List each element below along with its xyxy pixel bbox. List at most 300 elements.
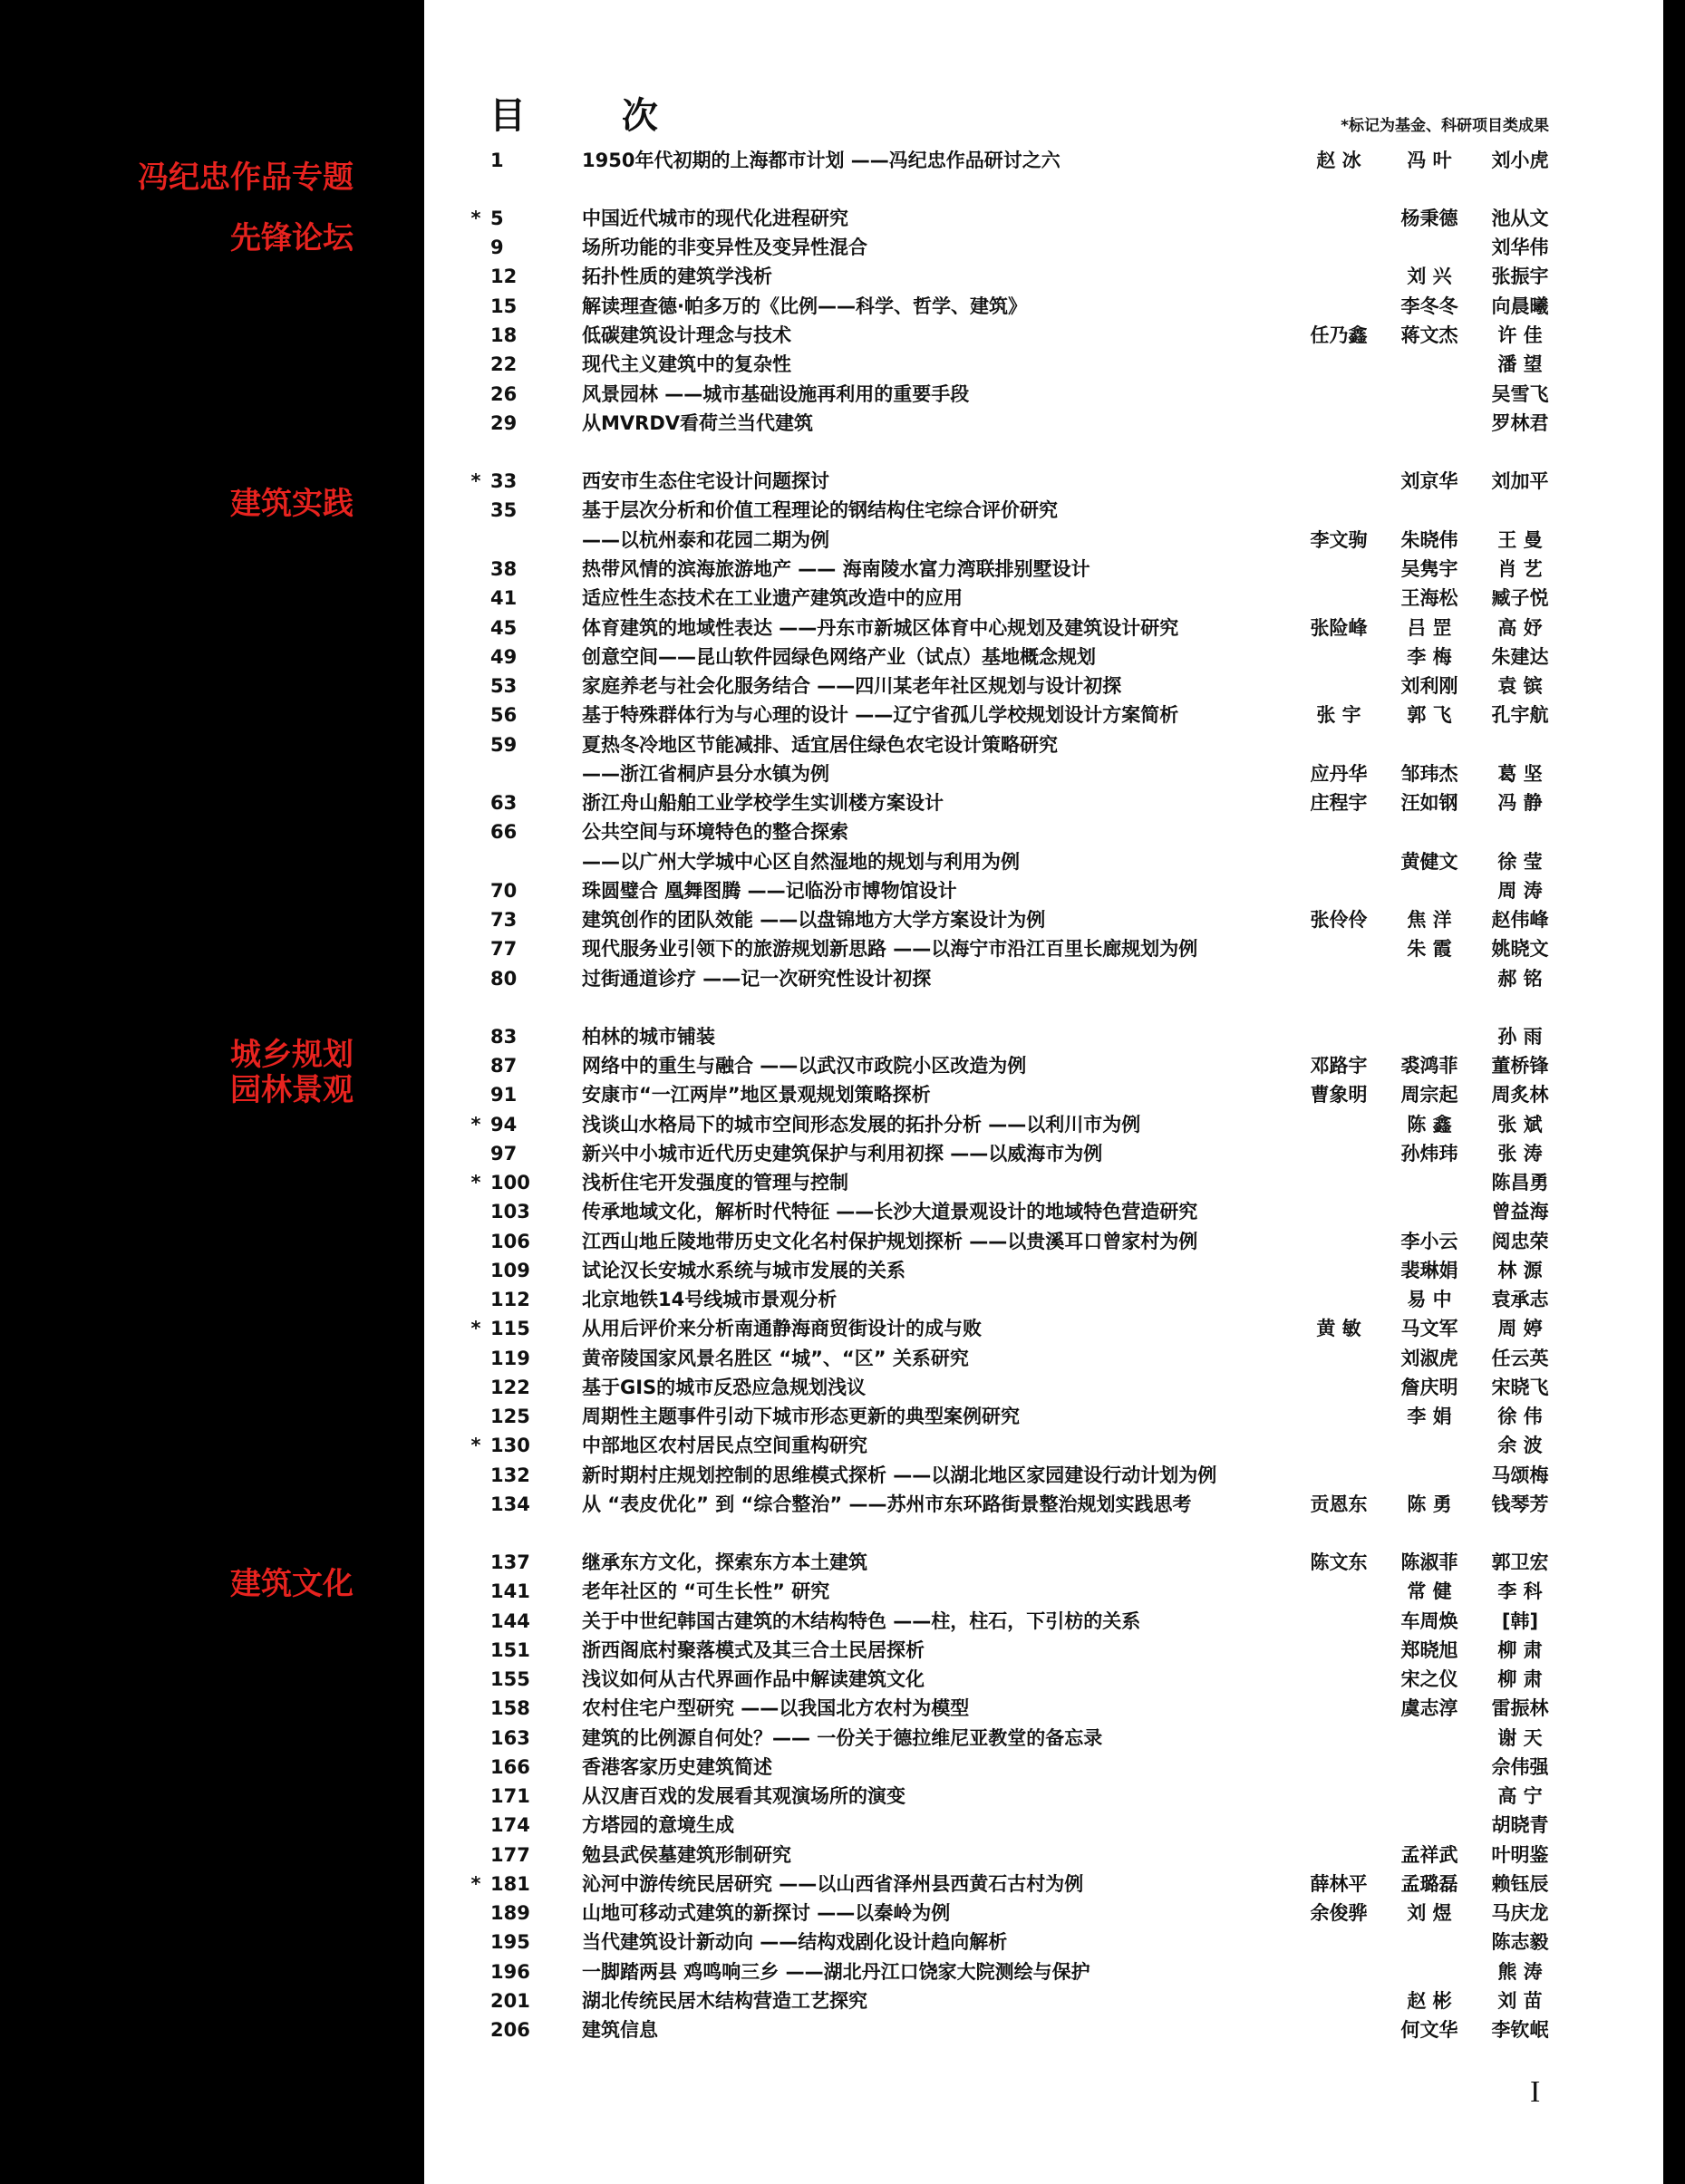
page-number-cell: 1 <box>490 150 504 171</box>
author-3: 胡晓青 <box>1491 1814 1549 1836</box>
star-marker: * <box>470 1435 481 1456</box>
star-marker: * <box>470 1114 481 1135</box>
toc-entry <box>0 1022 1685 1051</box>
toc-entry <box>0 496 1685 525</box>
page-number-cell: 103 <box>490 1201 530 1222</box>
author-3: 徐 莹 <box>1497 851 1543 873</box>
author-1: 张伶伶 <box>1310 909 1368 931</box>
page-number-cell: 181 <box>490 1873 530 1895</box>
entry-title: 方塔园的意境生成 <box>582 1814 734 1836</box>
page-number-cell: 18 <box>490 324 518 346</box>
author-3: 陈昌勇 <box>1491 1172 1549 1193</box>
star-marker: * <box>470 470 481 492</box>
toc-entry <box>0 1285 1685 1314</box>
page-number-cell: 166 <box>490 1756 530 1778</box>
author-2: 汪如钢 <box>1400 792 1458 814</box>
entry-title: 拓扑性质的建筑学浅析 <box>582 266 772 287</box>
page-number-cell: 83 <box>490 1026 518 1048</box>
page-number-cell: 94 <box>490 1114 518 1135</box>
toc-entry <box>0 584 1685 613</box>
page-number-cell: 29 <box>490 412 518 434</box>
author-2: 焦 洋 <box>1407 909 1452 931</box>
entry-title: 传承地域文化，解析时代特征 ——长沙大道景观设计的地域特色营造研究 <box>582 1201 1198 1222</box>
toc-entry <box>0 1080 1685 1109</box>
author-3: 董桥锋 <box>1491 1055 1549 1077</box>
page-number-cell: 196 <box>490 1961 530 1983</box>
author-3: 曾益海 <box>1491 1201 1549 1222</box>
entry-title: 柏林的城市铺装 <box>582 1026 715 1048</box>
entry-title: 网络中的重生与融合 ——以武汉市政院小区改造为例 <box>582 1055 1027 1077</box>
toc-entry <box>0 146 1685 175</box>
toc-entry <box>0 643 1685 672</box>
entry-title: 夏热冬冷地区节能减排、适宜居住绿色农宅设计策略研究 <box>582 734 1058 756</box>
toc-entry <box>0 1665 1685 1694</box>
page-number-cell: 132 <box>490 1464 530 1486</box>
author-2: 刘 兴 <box>1407 266 1452 287</box>
page-number-cell: 195 <box>490 1931 530 1953</box>
entry-title: 家庭养老与社会化服务结合 ——四川某老年社区规划与设计初探 <box>582 675 1122 697</box>
author-3: 任云英 <box>1491 1348 1549 1369</box>
entry-title: 黄帝陵国家风景名胜区 “城”、“区” 关系研究 <box>582 1348 969 1369</box>
author-3: 赵伟峰 <box>1491 909 1549 931</box>
author-2: 刘京华 <box>1400 470 1458 492</box>
entry-title: ——浙江省桐庐县分水镇为例 <box>582 763 829 785</box>
entry-title: 浙江舟山船舶工业学校学生实训楼方案设计 <box>582 792 944 814</box>
toc-entry <box>0 204 1685 233</box>
entry-title: 浅议如何从古代界画作品中解读建筑文化 <box>582 1668 925 1690</box>
author-3: 谢 天 <box>1497 1727 1543 1749</box>
author-3: 佘伟强 <box>1491 1756 1549 1778</box>
entry-title: 基于层次分析和价值工程理论的钢结构住宅综合评价研究 <box>582 499 1058 521</box>
author-1: 黄 敏 <box>1316 1318 1361 1339</box>
author-2: 裘鸿菲 <box>1400 1055 1458 1077</box>
entry-title: 公共空间与环境特色的整合探索 <box>582 821 848 843</box>
author-2: 陈 勇 <box>1407 1493 1452 1515</box>
author-2: 蒋文杰 <box>1400 324 1458 346</box>
toc-entry <box>0 614 1685 643</box>
entry-title: 浙西阁底村聚落模式及其三合土民居探析 <box>582 1639 925 1661</box>
entry-title: 建筑的比例源自何处？—— 一份关于德拉维尼亚教堂的备忘录 <box>582 1727 1103 1749</box>
entry-title: ——以广州大学城中心区自然湿地的规划与利用为例 <box>582 851 1020 873</box>
author-3: 孙 雨 <box>1497 1026 1543 1048</box>
page-number-cell: 49 <box>490 646 518 668</box>
author-3: 柳 肃 <box>1497 1668 1543 1690</box>
author-2: 陈淑菲 <box>1400 1551 1458 1573</box>
entry-title: 中部地区农村居民点空间重构研究 <box>582 1435 867 1456</box>
toc-entry <box>0 233 1685 262</box>
entry-title: 北京地铁14号线城市景观分析 <box>582 1289 838 1310</box>
page-number-cell: 70 <box>490 880 518 902</box>
page-number-cell: 206 <box>490 2019 530 2041</box>
author-2: 朱 霞 <box>1407 938 1452 960</box>
author-3: 李 科 <box>1497 1580 1543 1602</box>
toc-entry <box>0 350 1685 379</box>
toc-entry <box>0 1811 1685 1840</box>
entry-title: 1950年代初期的上海都市计划 ——冯纪忠作品研讨之六 <box>582 150 1060 171</box>
author-3: 徐 伟 <box>1497 1406 1543 1427</box>
entry-title: 当代建筑设计新动向 ——结构戏剧化设计趋向解析 <box>582 1931 1008 1953</box>
page-number-cell: 53 <box>490 675 518 697</box>
author-1: 陈文东 <box>1310 1551 1368 1573</box>
entry-title: 浅谈山水格局下的城市空间形态发展的拓扑分析 ——以利川市为例 <box>582 1114 1141 1135</box>
entry-title: 农村住宅户型研究 ——以我国北方农村为模型 <box>582 1697 970 1719</box>
entry-title: 现代服务业引领下的旅游规划新思路 ——以海宁市沿江百里长廊规划为例 <box>582 938 1198 960</box>
author-3: 孔宇航 <box>1491 704 1549 726</box>
toc-entry <box>0 759 1685 788</box>
entry-title: 山地可移动式建筑的新探讨 ——以秦岭为例 <box>582 1902 951 1924</box>
star-marker: * <box>470 1172 481 1193</box>
toc-entry <box>0 526 1685 555</box>
page-number-cell: 33 <box>490 470 518 492</box>
toc-entry <box>0 1899 1685 1928</box>
author-1: 赵 冰 <box>1316 150 1361 171</box>
entry-title: 安康市“一江两岸”地区景观规划策略探析 <box>582 1084 931 1106</box>
toc-entry <box>0 1548 1685 1577</box>
toc-entry <box>0 788 1685 817</box>
section-label: 园林景观 <box>230 1072 353 1108</box>
toc-entry <box>0 1607 1685 1636</box>
toc-entry <box>0 1957 1685 1986</box>
page-number-cell: 35 <box>490 499 518 521</box>
toc-entry <box>0 555 1685 584</box>
author-2: 陈 鑫 <box>1407 1114 1452 1135</box>
author-2: 詹庆明 <box>1400 1377 1458 1398</box>
toc-entry <box>0 730 1685 759</box>
author-3: 林 源 <box>1497 1260 1543 1281</box>
entry-title: 低碳建筑设计理念与技术 <box>582 324 791 346</box>
page-number-cell: 38 <box>490 558 518 580</box>
toc-entry <box>0 1051 1685 1080</box>
author-3: 李钦岷 <box>1491 2019 1549 2041</box>
author-3: 肖 艺 <box>1497 558 1543 580</box>
toc-entry <box>0 672 1685 701</box>
page-number-cell: 115 <box>490 1318 530 1339</box>
author-1: 张险峰 <box>1310 617 1368 639</box>
author-2: 虞志淳 <box>1400 1697 1458 1719</box>
author-2: 吕 罡 <box>1407 617 1452 639</box>
toc-entry <box>0 1110 1685 1139</box>
author-3: 冯 静 <box>1497 792 1543 814</box>
author-1: 余俊骅 <box>1310 1902 1368 1924</box>
author-2: 吴隽宇 <box>1400 558 1458 580</box>
entry-title: 香港客家历史建筑简述 <box>582 1756 772 1778</box>
author-3: 张 斌 <box>1497 1114 1543 1135</box>
author-2: 郭 飞 <box>1407 704 1452 726</box>
author-1: 庄程宇 <box>1310 792 1368 814</box>
author-2: 李冬冬 <box>1400 295 1458 317</box>
toc-entry <box>0 321 1685 350</box>
page-number-cell: 201 <box>490 1990 530 2012</box>
page-number-cell: 26 <box>490 383 518 405</box>
entry-title: 风景园林 ——城市基础设施再利用的重要手段 <box>582 383 970 405</box>
author-3: 王 曼 <box>1497 529 1543 551</box>
entry-title: 中国近代城市的现代化进程研究 <box>582 208 848 229</box>
author-2: 裴琳娟 <box>1400 1260 1458 1281</box>
entry-title: 周期性主题事件引动下城市形态更新的典型案例研究 <box>582 1406 1020 1427</box>
toc-entry <box>0 1841 1685 1870</box>
author-2: 易 中 <box>1407 1289 1452 1310</box>
author-1: 曹象明 <box>1310 1084 1368 1106</box>
entry-title: 江西山地丘陵地带历史文化名村保护规划探析 ——以贵溪耳口曾家村为例 <box>582 1231 1198 1252</box>
entry-title: 沁河中游传统民居研究 ——以山西省泽州县西黄石古村为例 <box>582 1873 1084 1895</box>
page-number-cell: 15 <box>490 295 518 317</box>
toc-entry <box>0 1782 1685 1811</box>
author-1: 邓路宇 <box>1310 1055 1368 1077</box>
author-2: 杨秉德 <box>1400 208 1458 229</box>
page-number-cell: 112 <box>490 1289 530 1310</box>
author-3: 马颂梅 <box>1491 1464 1549 1486</box>
author-2: 刘淑虎 <box>1400 1348 1458 1369</box>
toc-entry <box>0 1577 1685 1606</box>
toc-entry <box>0 1139 1685 1168</box>
entry-title: 从用后评价来分析南通静海商贸街设计的成与败 <box>582 1318 982 1339</box>
author-3: 臧子悦 <box>1491 587 1549 609</box>
page-number-cell: 174 <box>490 1814 530 1836</box>
toc-entry <box>0 1928 1685 1957</box>
page-number-cell: 155 <box>490 1668 530 1690</box>
toc-entry <box>0 1431 1685 1460</box>
entry-title: 西安市生态住宅设计问题探讨 <box>582 470 829 492</box>
author-3: 钱琴芳 <box>1491 1493 1549 1515</box>
page-number-cell: 91 <box>490 1084 518 1106</box>
entry-title: 从汉唐百戏的发展看其观演场所的演变 <box>582 1785 905 1807</box>
page-number-cell: 63 <box>490 792 518 814</box>
page-number-cell: 22 <box>490 353 518 375</box>
entry-title: 关于中世纪韩国古建筑的木结构特色 ——柱，柱石，下引枋的关系 <box>582 1610 1141 1632</box>
author-3: 郝 铭 <box>1497 968 1543 990</box>
toc-entry <box>0 1694 1685 1723</box>
author-1: 李文驹 <box>1310 529 1368 551</box>
author-1: 贡恩东 <box>1310 1493 1368 1515</box>
author-3: 张振宇 <box>1491 266 1549 287</box>
author-3: 宋晓飞 <box>1491 1377 1549 1398</box>
section-label: 建筑实践 <box>230 486 353 522</box>
author-3: 赖钰辰 <box>1491 1873 1549 1895</box>
star-marker: * <box>470 1318 481 1339</box>
page-number-cell: 87 <box>490 1055 518 1077</box>
author-2: 赵 彬 <box>1407 1990 1452 2012</box>
toc-entry <box>0 1636 1685 1665</box>
page-number-cell: 122 <box>490 1377 530 1398</box>
author-2: 周宗起 <box>1400 1084 1458 1106</box>
toc-entry <box>0 876 1685 905</box>
page-number-cell: 56 <box>490 704 518 726</box>
author-2: 常 健 <box>1407 1580 1452 1602</box>
toc-entry <box>0 1402 1685 1431</box>
author-3: 陈志毅 <box>1491 1931 1549 1953</box>
entry-title: 新时期村庄规划控制的思维模式探析 ——以湖北地区家园建设行动计划为例 <box>582 1464 1217 1486</box>
author-2: 邹玮杰 <box>1400 763 1458 785</box>
toc-entry <box>0 1986 1685 2015</box>
page-number-cell: 41 <box>490 587 518 609</box>
page-number-cell: 73 <box>490 909 518 931</box>
page-number-cell: 177 <box>490 1844 530 1866</box>
page-number-cell: 144 <box>490 1610 530 1632</box>
page-title: 目 次 <box>489 95 700 137</box>
page-number-cell: 66 <box>490 821 518 843</box>
entry-title: 勉县武侯墓建筑形制研究 <box>582 1844 791 1866</box>
author-3: 余 波 <box>1497 1435 1543 1456</box>
entry-title: 体育建筑的地域性表达 ——丹东市新城区体育中心规划及建筑设计研究 <box>582 617 1179 639</box>
toc-entry <box>0 1490 1685 1519</box>
author-2: 刘利刚 <box>1400 675 1458 697</box>
author-3: 叶明鉴 <box>1491 1844 1549 1866</box>
toc-entry <box>0 1168 1685 1197</box>
entry-title: 场所功能的非变异性及变异性混合 <box>582 237 867 258</box>
author-2: 何文华 <box>1400 2019 1458 2041</box>
entry-title: 珠圆璧合 凰舞图腾 ——记临汾市博物馆设计 <box>582 880 957 902</box>
page-number-cell: 141 <box>490 1580 530 1602</box>
page-number-cell: 80 <box>490 968 518 990</box>
author-3: 袁承志 <box>1491 1289 1549 1310</box>
toc-entry <box>0 409 1685 438</box>
author-2: 孟璐磊 <box>1400 1873 1458 1895</box>
entry-title: 基于特殊群体行为与心理的设计 ——辽宁省孤儿学校规划设计方案简析 <box>582 704 1179 726</box>
entry-title: 适应性生态技术在工业遗产建筑改造中的应用 <box>582 587 963 609</box>
toc-entry <box>0 467 1685 496</box>
page-number-cell: 189 <box>490 1902 530 1924</box>
author-3: 刘 苗 <box>1497 1990 1543 2012</box>
funding-note: *标记为基金、科研项目类成果 <box>1341 117 1549 135</box>
entry-title: 一脚踏两县 鸡鸣响三乡 ——湖北丹江口饶家大院测绘与保护 <box>582 1961 1090 1983</box>
author-2: 王海松 <box>1400 587 1458 609</box>
author-3: 池从文 <box>1491 208 1549 229</box>
toc-entry <box>0 1344 1685 1373</box>
author-1: 任乃鑫 <box>1310 324 1368 346</box>
author-3: 周 涛 <box>1497 880 1543 902</box>
section-label: 城乡规划 <box>230 1037 353 1073</box>
author-1: 薛林平 <box>1310 1873 1368 1895</box>
author-3: 刘加平 <box>1491 470 1549 492</box>
author-3: 熊 涛 <box>1497 1961 1543 1983</box>
page-number-cell: 125 <box>490 1406 530 1427</box>
section-label: 冯纪忠作品专题 <box>138 159 353 196</box>
author-3: 刘小虎 <box>1491 150 1549 171</box>
section-label: 建筑文化 <box>230 1566 353 1602</box>
author-3: 张 涛 <box>1497 1143 1543 1164</box>
author-1: 应丹华 <box>1310 763 1368 785</box>
author-2: 冯 叶 <box>1407 150 1452 171</box>
entry-title: 现代主义建筑中的复杂性 <box>582 353 791 375</box>
toc-entry <box>0 1373 1685 1402</box>
author-3: 潘 望 <box>1497 353 1543 375</box>
entry-title: 过街通道诊疗 ——记一次研究性设计初探 <box>582 968 932 990</box>
author-3: 葛 坚 <box>1497 763 1543 785</box>
entry-title: 老年社区的 “可生长性” 研究 <box>582 1580 830 1602</box>
page-number-cell: 97 <box>490 1143 518 1164</box>
page-number-cell: 158 <box>490 1697 530 1719</box>
author-2: 车周焕 <box>1400 1610 1458 1632</box>
author-1: 张 宇 <box>1316 704 1361 726</box>
toc-entry <box>0 701 1685 730</box>
entry-title: ——以杭州泰和花园二期为例 <box>582 529 829 551</box>
entry-title: 建筑创作的团队效能 ——以盘锦地方大学方案设计为例 <box>582 909 1046 931</box>
author-2: 孙炜玮 <box>1400 1143 1458 1164</box>
author-3: 吴雪飞 <box>1491 383 1549 405</box>
toc-entry <box>0 1461 1685 1490</box>
toc-entry <box>0 1724 1685 1753</box>
page-number-cell: 5 <box>490 208 504 229</box>
author-3: 袁 镔 <box>1497 675 1543 697</box>
entry-title: 湖北传统民居木结构营造工艺探究 <box>582 1990 867 2012</box>
toc-entry <box>0 1753 1685 1782</box>
toc-entry <box>0 380 1685 409</box>
page-number-cell: 100 <box>490 1172 530 1193</box>
author-2: 朱晓伟 <box>1400 529 1458 551</box>
section-label: 先锋论坛 <box>230 220 353 256</box>
toc-entry <box>0 1197 1685 1226</box>
toc-entry <box>0 292 1685 321</box>
page-number-cell: 109 <box>490 1260 530 1281</box>
author-3: 周 婷 <box>1497 1318 1543 1339</box>
page-number-cell: 106 <box>490 1231 530 1252</box>
page-number-cell: 130 <box>490 1435 530 1456</box>
page-number-cell: 9 <box>490 237 504 258</box>
author-3: 许 佳 <box>1497 324 1543 346</box>
entry-title: 建筑信息 <box>582 2019 658 2041</box>
star-marker: * <box>470 1873 481 1895</box>
toc-entry <box>0 847 1685 876</box>
author-3: 高 宁 <box>1497 1785 1543 1807</box>
page-number-cell: 12 <box>490 266 518 287</box>
author-2: 李 梅 <box>1407 646 1452 668</box>
page-number-cell: 59 <box>490 734 518 756</box>
page-number-cell: 151 <box>490 1639 530 1661</box>
page-number-cell: 134 <box>490 1493 530 1515</box>
page-number-cell: 163 <box>490 1727 530 1749</box>
toc-entry <box>0 1256 1685 1285</box>
entry-title: 从 “表皮优化” 到 “综合整治” ——苏州市东环路街景整治规划实践思考 <box>582 1493 1192 1515</box>
entry-title: 热带风情的滨海旅游地产 —— 海南陵水富力湾联排别墅设计 <box>582 558 1090 580</box>
author-2: 刘 煜 <box>1407 1902 1452 1924</box>
page-number: I <box>1530 2075 1541 2109</box>
author-2: 李 娟 <box>1407 1406 1452 1427</box>
author-3: 雷振林 <box>1491 1697 1549 1719</box>
toc-entry <box>0 262 1685 291</box>
star-marker: * <box>470 208 481 229</box>
author-2: 孟祥武 <box>1400 1844 1458 1866</box>
entry-title: 浅析住宅开发强度的管理与控制 <box>582 1172 848 1193</box>
toc-entry <box>0 817 1685 846</box>
author-2: 宋之仪 <box>1400 1668 1458 1690</box>
page-number-cell: 119 <box>490 1348 530 1369</box>
page-number-cell: 171 <box>490 1785 530 1807</box>
page-number-cell: 137 <box>490 1551 530 1573</box>
author-3: 刘华伟 <box>1491 237 1549 258</box>
author-3: 向晨曦 <box>1491 295 1549 317</box>
entry-title: 新兴中小城市近代历史建筑保护与利用初探 ——以威海市为例 <box>582 1143 1103 1164</box>
author-2: 马文军 <box>1400 1318 1458 1339</box>
page-number-cell: 77 <box>490 938 518 960</box>
author-2: 李小云 <box>1400 1231 1458 1252</box>
author-3: 马庆龙 <box>1491 1902 1549 1924</box>
entry-title: 基于GIS的城市反恐应急规划浅议 <box>582 1377 867 1398</box>
toc-entry <box>0 964 1685 993</box>
entry-title: 解读理查德·帕多万的《比例——科学、哲学、建筑》 <box>582 295 1027 317</box>
entry-title: 创意空间——昆山软件园绿色网络产业（试点）基地概念规划 <box>582 646 1096 668</box>
entry-title: 从MVRDV看荷兰当代建筑 <box>582 412 814 434</box>
entry-title: 继承东方文化，探索东方本土建筑 <box>582 1551 867 1573</box>
toc-entry <box>0 934 1685 963</box>
toc-entry <box>0 1227 1685 1256</box>
toc-entry <box>0 1870 1685 1899</box>
author-3: 朱建达 <box>1491 646 1549 668</box>
toc-entry <box>0 905 1685 934</box>
author-3: 郭卫宏 <box>1491 1551 1549 1573</box>
author-3: 姚晓文 <box>1491 938 1549 960</box>
author-3: 高 妤 <box>1497 617 1543 639</box>
author-3: 罗林君 <box>1491 412 1549 434</box>
